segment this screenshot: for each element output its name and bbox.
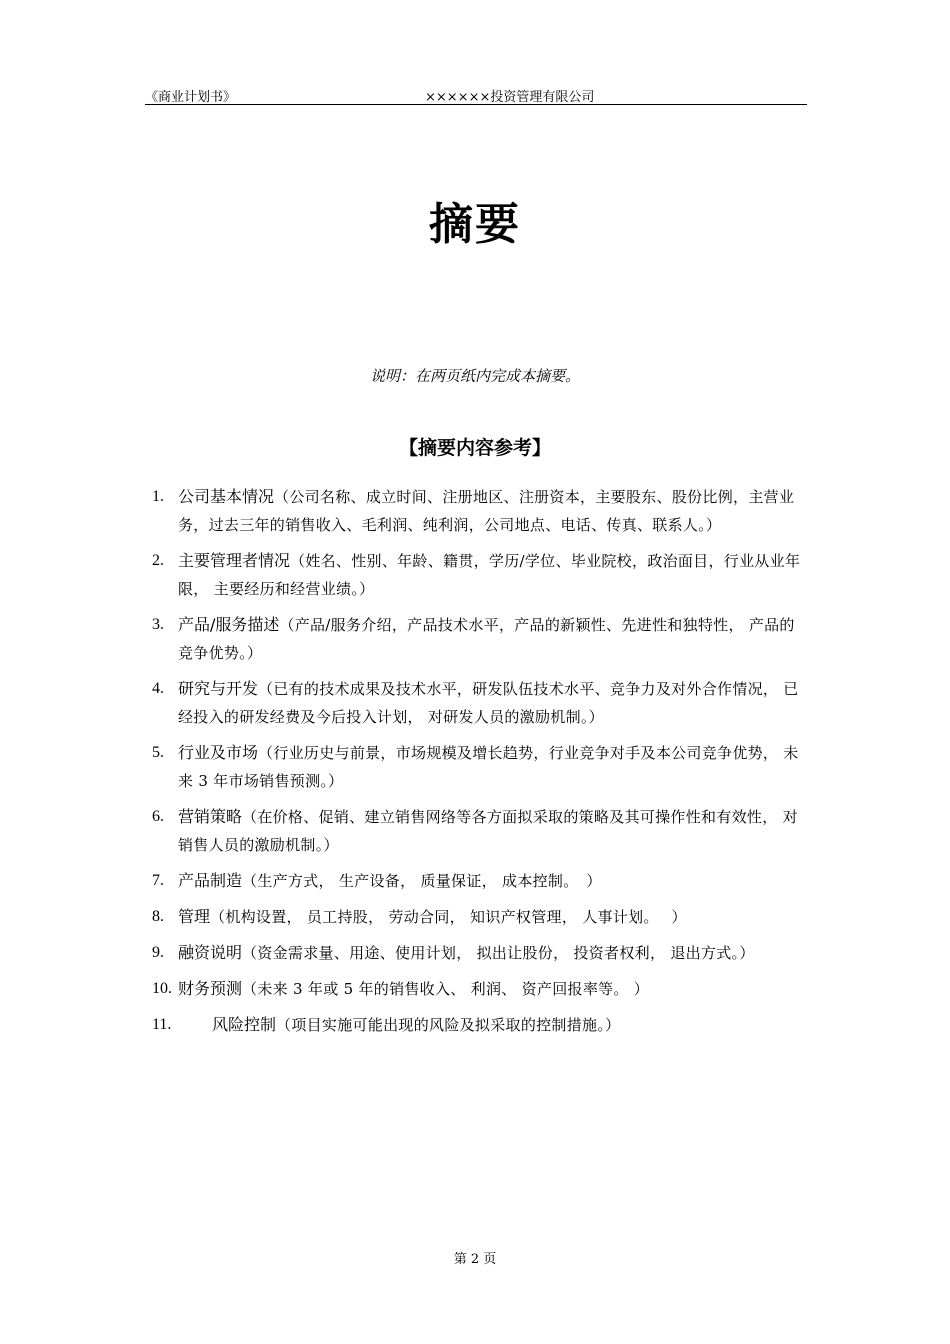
list-item bbox=[152, 1011, 807, 1039]
item-number: 4. bbox=[152, 680, 164, 697]
list-item bbox=[152, 611, 807, 667]
item-description: （项目实施可能出现的风险及拟采取的控制措施。） bbox=[276, 1016, 621, 1034]
page-header bbox=[145, 84, 807, 105]
instruction-note: 说明：在两页纸内完成本摘要。 bbox=[369, 367, 580, 385]
header-document-title: 《商业计划书》 bbox=[145, 90, 237, 105]
item-heading: 风险控制 bbox=[212, 1015, 277, 1034]
item-heading: 财务预测 bbox=[178, 979, 243, 998]
item-number: 11. bbox=[152, 1016, 172, 1033]
page-number: 第 2 页 bbox=[453, 1252, 497, 1267]
item-heading: 主要管理者情况 bbox=[178, 551, 291, 570]
item-number: 2. bbox=[152, 552, 164, 569]
item-description: （行业历史与前景，市场规模及增长趋势，行业竞争对手及本公司竞争优势， 未来 3 年市场销售预测。） bbox=[178, 744, 799, 790]
list-item bbox=[152, 675, 807, 731]
header-company-name: ××××××投资管理有限公司 bbox=[425, 90, 595, 105]
summary-items-list bbox=[152, 483, 807, 1047]
item-number: 5. bbox=[152, 744, 164, 761]
item-number: 3. bbox=[152, 616, 164, 633]
list-item bbox=[152, 939, 807, 967]
item-number: 1. bbox=[152, 488, 164, 505]
section-heading: 【摘要内容参考】 bbox=[398, 437, 551, 459]
item-description: （产品/服务介绍，产品技术水平，产品的新颖性、先进性和独特性， 产品的竞争优势。） bbox=[178, 616, 795, 662]
list-item bbox=[152, 903, 807, 931]
page-title: 摘要 bbox=[429, 199, 521, 250]
item-number: 8. bbox=[152, 908, 164, 925]
item-description: （已有的技术成果及技术水平，研发队伍技术水平、竞争力及对外合作情况， 已经投入的研发经费及今后投入计划， 对研发人员的激励机制。） bbox=[178, 680, 799, 726]
item-heading: 营销策略 bbox=[178, 807, 243, 826]
item-description: （姓名、性别、年龄、籍贯，学历/学位、毕业院校，政治面目，行业从业年限， 主要经历和经营业绩。） bbox=[178, 552, 801, 598]
item-description: （资金需求量、用途、使用计划， 拟出让股份， 投资者权利， 退出方式。） bbox=[242, 944, 755, 962]
item-heading: 融资说明 bbox=[178, 943, 243, 962]
item-number: 10. bbox=[152, 980, 172, 997]
item-number: 9. bbox=[152, 944, 164, 961]
list-item bbox=[152, 547, 807, 603]
item-heading: 产品/服务描述 bbox=[178, 615, 280, 634]
item-heading: 管理 bbox=[178, 907, 211, 926]
item-description: （公司名称、成立时间、注册地区、注册资本，主要股东、股份比例，主营业务，过去三年的销售收入、毛利润、纯利润，公司地点、电话、传真、联系人。） bbox=[178, 488, 795, 534]
item-description: （机构设置， 员工持股， 劳动合同， 知识产权管理， 人事计划。 ） bbox=[210, 908, 687, 926]
item-description: （在价格、促销、建立销售网络等各方面拟采取的策略及其可操作性和有效性， 对销售人员的激励机制。） bbox=[178, 808, 798, 854]
list-item bbox=[152, 867, 807, 895]
item-heading: 产品制造 bbox=[178, 871, 243, 890]
list-item bbox=[152, 739, 807, 795]
item-number: 6. bbox=[152, 808, 164, 825]
item-heading: 研究与开发 bbox=[178, 679, 259, 698]
list-item bbox=[152, 483, 807, 539]
item-description: （生产方式， 生产设备， 质量保证， 成本控制。 ） bbox=[242, 872, 602, 890]
item-description: （未来 3 年或 5 年的销售收入、 利润、 资产回报率等。 ） bbox=[242, 980, 650, 998]
item-heading: 公司基本情况 bbox=[178, 487, 275, 506]
item-heading: 行业及市场 bbox=[178, 743, 259, 762]
list-item bbox=[152, 975, 807, 1003]
item-number: 7. bbox=[152, 872, 164, 889]
list-item bbox=[152, 803, 807, 859]
